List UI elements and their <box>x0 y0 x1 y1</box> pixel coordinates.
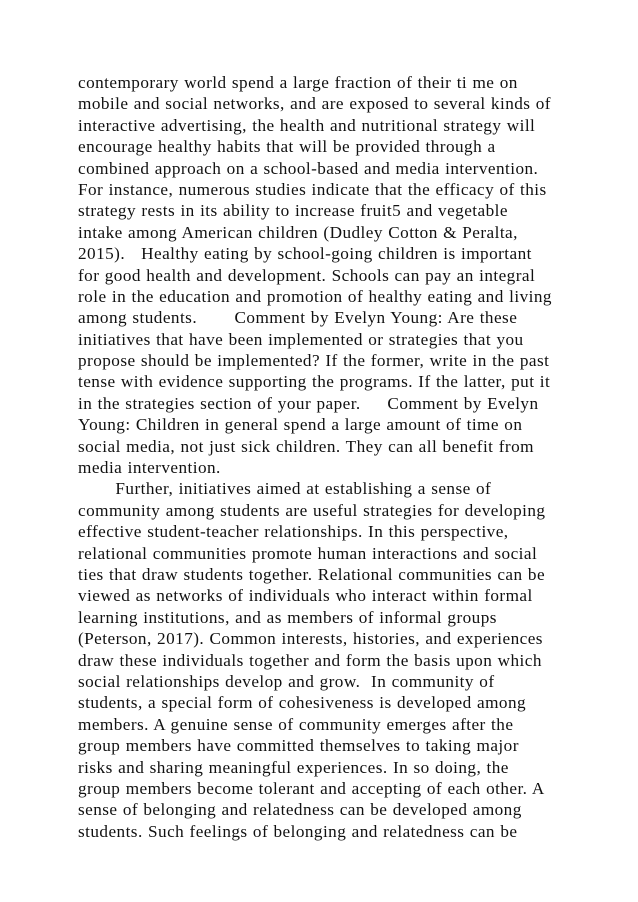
text-line: Further, initiatives aimed at establishing a sense of <box>78 479 492 499</box>
text-line: learning institutions, and as members of informal groups <box>78 607 497 627</box>
text-line: interactive advertising, the health and nutritional strategy will <box>78 115 536 135</box>
text-line: For instance, numerous studies indicate that the efficacy of this <box>78 179 547 199</box>
text-line: social media, not just sick children. They can all benefit from <box>78 436 534 456</box>
document-body <box>78 72 578 842</box>
text-line: role in the education and promotion of healthy eating and living <box>78 286 552 306</box>
text-line: members. A genuine sense of community emerges after the <box>78 714 514 734</box>
text-line: in the strategies section of your paper. Comment by Evelyn <box>78 393 539 413</box>
text-line: initiatives that have been implemented or strategies that you <box>78 329 524 349</box>
text-line: mobile and social networks, and are exposed to several kinds of <box>78 94 551 114</box>
text-line: effective student-teacher relationships. In this perspective, <box>78 522 509 542</box>
text-line: community among students are useful strategies for developing <box>78 500 546 520</box>
text-line: contemporary world spend a large fraction of their ti me on <box>78 73 518 92</box>
text-line: sense of belonging and relatedness can be developed among <box>78 800 522 820</box>
text-line: among students. Comment by Evelyn Young: Are these <box>78 308 518 328</box>
text-line: draw these individuals together and form the basis upon which <box>78 650 542 670</box>
text-line: media intervention. <box>78 458 221 478</box>
text-line: viewed as networks of individuals who interact within formal <box>78 586 533 606</box>
text-line: students, a special form of cohesiveness is developed among <box>78 693 527 713</box>
text-line: for good health and development. Schools can pay an integral <box>78 265 536 285</box>
text-line: group members have committed themselves to taking major <box>78 736 519 756</box>
text-line: combined approach on a school-based and media intervention. <box>78 158 539 178</box>
text-line: Young: Children in general spend a large amount of time on <box>78 415 523 435</box>
text-line: intake among American children (Dudley Cotton & Peralta, <box>78 222 518 242</box>
text-line: students. Such feelings of belonging and relatedness can be <box>78 821 518 841</box>
text-line: tense with evidence supporting the programs. If the latter, put it <box>78 372 551 392</box>
text-line: strategy rests in its ability to increase fruit5 and vegetable <box>78 201 508 221</box>
text-line: relational communities promote human interactions and social <box>78 543 538 563</box>
text-line: 2015). Healthy eating by school-going children is important <box>78 244 532 264</box>
text-line: encourage healthy habits that will be provided through a <box>78 137 496 157</box>
text-line: propose should be implemented? If the former, write in the past <box>78 351 550 371</box>
text-line: ties that draw students together. Relational communities can be <box>78 564 546 584</box>
text-line: social relationships develop and grow. In community of <box>78 671 495 691</box>
text-line: risks and sharing meaningful experiences. In so doing, the <box>78 757 509 777</box>
text-line: (Peterson, 2017). Common interests, histories, and experiences <box>78 629 543 649</box>
text-line: group members become tolerant and accepting of each other. A <box>78 778 545 798</box>
